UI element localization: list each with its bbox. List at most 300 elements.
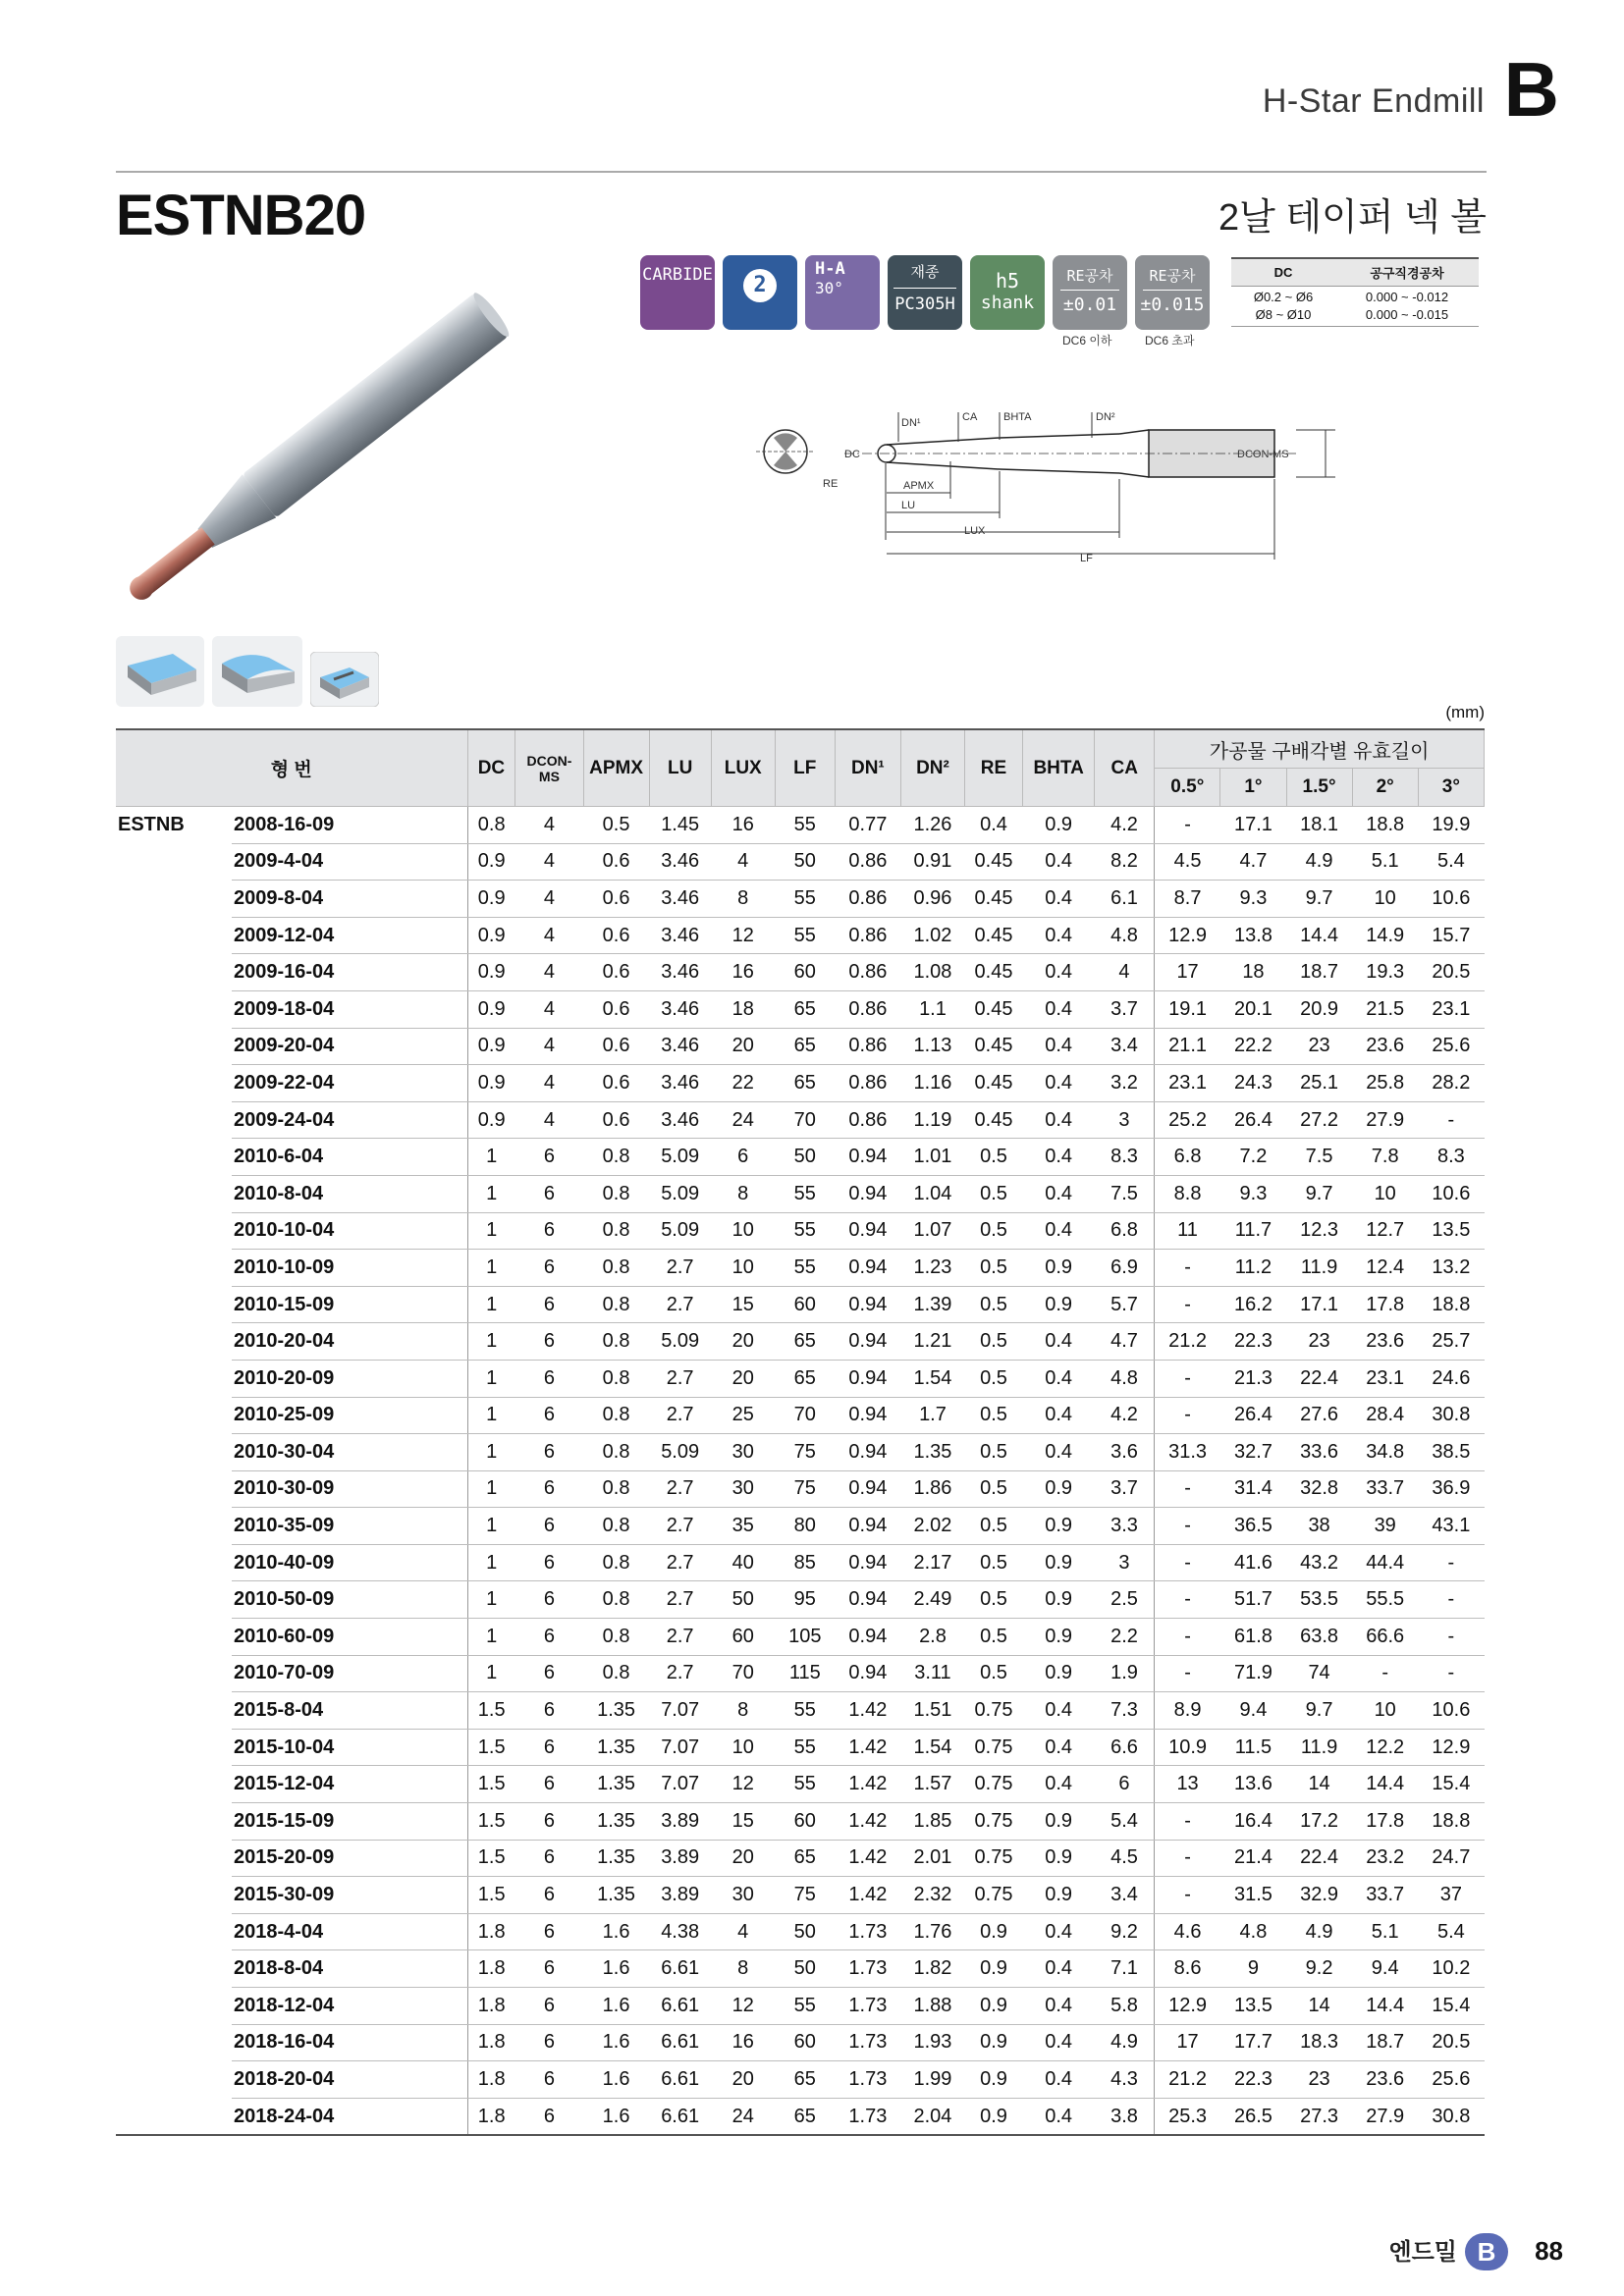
value-cell: 5.4 <box>1418 1913 1484 1950</box>
value-cell: 3 <box>1095 1544 1155 1581</box>
value-cell: 1.08 <box>900 954 964 991</box>
value-cell: 3.46 <box>649 954 711 991</box>
value-cell: 0.5 <box>965 1655 1023 1692</box>
value-cell: 55 <box>775 1175 835 1212</box>
value-cell: 51.7 <box>1220 1581 1286 1619</box>
series-cell <box>116 2061 232 2099</box>
value-cell: 16 <box>711 954 775 991</box>
value-cell: 1.73 <box>835 1988 900 2025</box>
value-cell: 1 <box>467 1175 515 1212</box>
value-cell: 6 <box>515 1508 583 1545</box>
value-cell: 25.7 <box>1418 1323 1484 1361</box>
tol-cell: Ø0.2 ~ Ø6 Ø8 ~ Ø10 <box>1231 287 1335 327</box>
value-cell: 1.54 <box>900 1360 964 1397</box>
value-cell: 0.9 <box>965 1913 1023 1950</box>
value-cell: 1 <box>467 1139 515 1176</box>
value-cell: 2.7 <box>649 1581 711 1619</box>
value-cell: 0.4 <box>1023 1729 1095 1766</box>
header-effective-length: 가공물 구배각별 유효길이 <box>1155 729 1485 769</box>
value-cell: 4 <box>515 990 583 1028</box>
value-cell: 30 <box>711 1434 775 1471</box>
value-cell: 9.4 <box>1220 1692 1286 1730</box>
model-code-cell: 2009-12-04 <box>232 917 467 954</box>
value-cell: 0.8 <box>467 807 515 844</box>
value-cell: 43.2 <box>1286 1544 1352 1581</box>
table-row <box>116 1655 1485 1692</box>
value-cell: 21.5 <box>1352 990 1418 1028</box>
table-row <box>116 2024 1485 2061</box>
value-cell: 0.8 <box>583 1619 649 1656</box>
spec-table-body <box>116 807 1485 2136</box>
value-cell: 11 <box>1155 1212 1220 1250</box>
value-cell: 3.46 <box>649 843 711 881</box>
value-cell: 4 <box>515 917 583 954</box>
value-cell: 0.94 <box>835 1286 900 1323</box>
table-row <box>116 1803 1485 1841</box>
value-cell: 6 <box>515 1581 583 1619</box>
value-cell: 11.5 <box>1220 1729 1286 1766</box>
series-cell <box>116 1470 232 1508</box>
value-cell: 1 <box>467 1286 515 1323</box>
value-cell: 0.86 <box>835 881 900 918</box>
series-cell <box>116 1619 232 1656</box>
table-row <box>116 1139 1485 1176</box>
value-cell: 0.4 <box>1023 1913 1095 1950</box>
value-cell: 12.9 <box>1418 1729 1484 1766</box>
value-cell: 6 <box>515 1840 583 1877</box>
model-code-cell: 2010-50-09 <box>232 1581 467 1619</box>
value-cell: 13.5 <box>1220 1988 1286 2025</box>
value-cell: 1.42 <box>835 1877 900 1914</box>
value-cell: 2.7 <box>649 1397 711 1434</box>
value-cell: 7.5 <box>1286 1139 1352 1176</box>
value-cell: 23.1 <box>1352 1360 1418 1397</box>
value-cell: 9.3 <box>1220 881 1286 918</box>
model-code-cell: 2010-20-04 <box>232 1323 467 1361</box>
spec-table <box>116 728 1485 2136</box>
value-cell: 66.6 <box>1352 1619 1418 1656</box>
value-cell: 65 <box>775 1323 835 1361</box>
value-cell: 0.4 <box>965 807 1023 844</box>
value-cell: 0.4 <box>1023 1950 1095 1988</box>
value-cell: 13 <box>1155 1766 1220 1803</box>
value-cell: 6 <box>515 1913 583 1950</box>
end-view-icon <box>756 430 815 473</box>
value-cell: 23 <box>1286 1028 1352 1065</box>
model-code-cell: 2010-60-09 <box>232 1619 467 1656</box>
value-cell: 1.42 <box>835 1840 900 1877</box>
value-cell: 0.8 <box>583 1286 649 1323</box>
value-cell: - <box>1418 1619 1484 1656</box>
model-code-cell: 2010-15-09 <box>232 1286 467 1323</box>
value-cell: 0.86 <box>835 954 900 991</box>
value-cell: 65 <box>775 1065 835 1102</box>
value-cell: 6 <box>515 1729 583 1766</box>
value-cell: 17.1 <box>1220 807 1286 844</box>
value-cell: 6 <box>515 1397 583 1434</box>
value-cell: 10 <box>711 1212 775 1250</box>
value-cell: 20.5 <box>1418 954 1484 991</box>
table-row <box>116 1286 1485 1323</box>
value-cell: 1.54 <box>900 1729 964 1766</box>
value-cell: 0.94 <box>835 1175 900 1212</box>
value-cell: 1.51 <box>900 1692 964 1730</box>
value-cell: 7.07 <box>649 1729 711 1766</box>
value-cell: 6.1 <box>1095 881 1155 918</box>
value-cell: 0.91 <box>900 843 964 881</box>
value-cell: 1.73 <box>835 1950 900 1988</box>
series-cell <box>116 1028 232 1065</box>
value-cell: 5.09 <box>649 1212 711 1250</box>
unit-label: (mm) <box>1445 703 1485 721</box>
value-cell: 1.42 <box>835 1692 900 1730</box>
value-cell: 16 <box>711 807 775 844</box>
value-cell: 0.9 <box>1023 1286 1095 1323</box>
series-cell <box>116 2024 232 2061</box>
value-cell: 8.3 <box>1418 1139 1484 1176</box>
model-code-cell: 2015-30-09 <box>232 1877 467 1914</box>
value-cell: 50 <box>711 1581 775 1619</box>
series-cell <box>116 1434 232 1471</box>
value-cell: 50 <box>775 1913 835 1950</box>
value-cell: 23.1 <box>1155 1065 1220 1102</box>
value-cell: 10.6 <box>1418 1175 1484 1212</box>
value-cell: 0.4 <box>1023 2024 1095 2061</box>
value-cell: 4.5 <box>1155 843 1220 881</box>
value-cell: 65 <box>775 1840 835 1877</box>
table-row <box>116 1581 1485 1619</box>
value-cell: 20.9 <box>1286 990 1352 1028</box>
value-cell: 21.4 <box>1220 1840 1286 1877</box>
value-cell: 0.8 <box>583 1508 649 1545</box>
value-cell: 2.7 <box>649 1250 711 1287</box>
value-cell: 75 <box>775 1877 835 1914</box>
value-cell: 1.35 <box>583 1803 649 1841</box>
value-cell: 25 <box>711 1397 775 1434</box>
value-cell: 3.46 <box>649 881 711 918</box>
table-row <box>116 1212 1485 1250</box>
value-cell: 33.6 <box>1286 1434 1352 1471</box>
value-cell: 27.2 <box>1286 1101 1352 1139</box>
value-cell: 6.61 <box>649 2098 711 2135</box>
value-cell: 30.8 <box>1418 2098 1484 2135</box>
table-row <box>116 843 1485 881</box>
value-cell: 1 <box>467 1470 515 1508</box>
label-lf: LF <box>1080 553 1093 564</box>
badge-note-dc6-below: DC6 이하 <box>1062 334 1112 347</box>
label-lux: LUX <box>964 525 986 537</box>
table-row <box>116 1950 1485 1988</box>
value-cell: 1.8 <box>467 1950 515 1988</box>
series-cell <box>116 1323 232 1361</box>
value-cell: 14.4 <box>1352 1766 1418 1803</box>
value-cell: 4.9 <box>1286 1913 1352 1950</box>
header-angle-2: 2° <box>1352 769 1418 807</box>
material-flat-icon <box>116 636 204 707</box>
value-cell: 115 <box>775 1655 835 1692</box>
value-cell: 1.6 <box>583 1913 649 1950</box>
value-cell: 15.7 <box>1418 917 1484 954</box>
value-cell: 65 <box>775 990 835 1028</box>
value-cell: 0.86 <box>835 1065 900 1102</box>
value-cell: 4 <box>711 843 775 881</box>
value-cell: 4.8 <box>1220 1913 1286 1950</box>
table-row <box>116 807 1485 844</box>
value-cell: 17 <box>1155 2024 1220 2061</box>
series-cell <box>116 1175 232 1212</box>
label-lu: LU <box>901 500 916 511</box>
value-cell: 70 <box>711 1655 775 1692</box>
value-cell: 44.4 <box>1352 1544 1418 1581</box>
value-cell: 1.39 <box>900 1286 964 1323</box>
value-cell: 8 <box>711 1950 775 1988</box>
value-cell: 1.88 <box>900 1988 964 2025</box>
value-cell: 13.6 <box>1220 1766 1286 1803</box>
value-cell: 1.57 <box>900 1766 964 1803</box>
value-cell: 0.94 <box>835 1581 900 1619</box>
value-cell: 2.7 <box>649 1508 711 1545</box>
value-cell: 27.6 <box>1286 1397 1352 1434</box>
value-cell: 0.94 <box>835 1139 900 1176</box>
value-cell: 0.9 <box>1023 1655 1095 1692</box>
value-cell: 0.86 <box>835 990 900 1028</box>
model-code-cell: 2010-10-09 <box>232 1250 467 1287</box>
value-cell: 0.9 <box>467 881 515 918</box>
value-cell: 0.8 <box>583 1397 649 1434</box>
value-cell: 0.94 <box>835 1250 900 1287</box>
value-cell: 12 <box>711 1766 775 1803</box>
header-ca: CA <box>1095 729 1155 807</box>
series-cell: ESTNB <box>118 814 185 836</box>
value-cell: 2.5 <box>1095 1581 1155 1619</box>
value-cell: 0.4 <box>1023 990 1095 1028</box>
value-cell: 74 <box>1286 1655 1352 1692</box>
value-cell: 1.07 <box>900 1212 964 1250</box>
value-cell: 55 <box>775 917 835 954</box>
value-cell: 1.6 <box>583 1950 649 1988</box>
value-cell: - <box>1155 1840 1220 1877</box>
value-cell: 65 <box>775 2061 835 2099</box>
value-cell: 5.09 <box>649 1139 711 1176</box>
value-cell: 41.6 <box>1220 1544 1286 1581</box>
value-cell: 1 <box>467 1619 515 1656</box>
value-cell: 13.2 <box>1418 1250 1484 1287</box>
badge-note-dc6-above: DC6 초과 <box>1145 334 1195 347</box>
value-cell: 70 <box>775 1397 835 1434</box>
model-code-cell: 2018-4-04 <box>232 1913 467 1950</box>
value-cell: 0.9 <box>467 954 515 991</box>
value-cell: 0.94 <box>835 1323 900 1361</box>
model-code-cell: 2015-10-04 <box>232 1729 467 1766</box>
value-cell: 7.3 <box>1095 1692 1155 1730</box>
value-cell: 1.5 <box>467 1803 515 1841</box>
value-cell: - <box>1155 1250 1220 1287</box>
value-cell: 1.02 <box>900 917 964 954</box>
value-cell: 0.6 <box>583 1065 649 1102</box>
value-cell: - <box>1155 1470 1220 1508</box>
value-cell: 9.7 <box>1286 1692 1352 1730</box>
table-row <box>116 1544 1485 1581</box>
value-cell: 0.4 <box>1023 1766 1095 1803</box>
badge-flutes: 2 <box>723 255 797 330</box>
value-cell: 1.16 <box>900 1065 964 1102</box>
model-code-cell: 2009-24-04 <box>232 1101 467 1139</box>
value-cell: 0.5 <box>965 1581 1023 1619</box>
value-cell: 6 <box>515 1692 583 1730</box>
series-cell <box>116 1877 232 1914</box>
value-cell: 0.5 <box>965 1397 1023 1434</box>
model-code-cell: 2009-20-04 <box>232 1028 467 1065</box>
value-cell: 0.45 <box>965 1101 1023 1139</box>
value-cell: 0.8 <box>583 1212 649 1250</box>
value-cell: 5.7 <box>1095 1286 1155 1323</box>
model-code-cell: 2009-8-04 <box>232 881 467 918</box>
value-cell: 0.4 <box>1023 1988 1095 2025</box>
value-cell: 1.35 <box>900 1434 964 1471</box>
value-cell: 3.4 <box>1095 1028 1155 1065</box>
value-cell: 9.7 <box>1286 1175 1352 1212</box>
value-cell: 20.1 <box>1220 990 1286 1028</box>
value-cell: 17 <box>1155 954 1220 991</box>
value-cell: 0.9 <box>467 1101 515 1139</box>
model-code-cell: 2010-70-09 <box>232 1655 467 1692</box>
value-cell: 0.4 <box>1023 1360 1095 1397</box>
value-cell: 0.5 <box>965 1470 1023 1508</box>
series-cell <box>116 1950 232 1988</box>
model-code-cell: 2015-8-04 <box>232 1692 467 1730</box>
value-cell: 0.75 <box>965 1729 1023 1766</box>
value-cell: 5.09 <box>649 1434 711 1471</box>
value-cell: 6.61 <box>649 2061 711 2099</box>
value-cell: 1 <box>467 1508 515 1545</box>
series-cell <box>116 1397 232 1434</box>
value-cell: 60 <box>775 954 835 991</box>
endmill-image <box>108 285 569 618</box>
value-cell: 6 <box>515 1360 583 1397</box>
value-cell: 1.23 <box>900 1250 964 1287</box>
table-row <box>116 881 1485 918</box>
value-cell: 25.8 <box>1352 1065 1418 1102</box>
value-cell: 5.1 <box>1352 843 1418 881</box>
value-cell: 0.4 <box>1023 1434 1095 1471</box>
value-cell: 1.93 <box>900 2024 964 2061</box>
value-cell: 10 <box>1352 1692 1418 1730</box>
value-cell: 65 <box>775 1360 835 1397</box>
value-cell: 0.86 <box>835 1028 900 1065</box>
value-cell: 0.4 <box>1023 843 1095 881</box>
value-cell: - <box>1418 1101 1484 1139</box>
tool-diameter-tolerance-table <box>1231 257 1479 327</box>
value-cell: 3.2 <box>1095 1065 1155 1102</box>
value-cell: 71.9 <box>1220 1655 1286 1692</box>
value-cell: 0.4 <box>1023 2061 1095 2099</box>
value-cell: 3.46 <box>649 1065 711 1102</box>
value-cell: 23 <box>1286 1323 1352 1361</box>
value-cell: 23.6 <box>1352 2061 1418 2099</box>
value-cell: 21.3 <box>1220 1360 1286 1397</box>
value-cell: 14.9 <box>1352 917 1418 954</box>
series-cell <box>116 954 232 991</box>
value-cell: 0.4 <box>1023 954 1095 991</box>
value-cell: 4 <box>515 1065 583 1102</box>
value-cell: 65 <box>775 1028 835 1065</box>
value-cell: 10 <box>1352 881 1418 918</box>
value-cell: 4 <box>515 1028 583 1065</box>
value-cell: 0.9 <box>1023 1840 1095 1877</box>
value-cell: 22 <box>711 1065 775 1102</box>
value-cell: 27.9 <box>1352 2098 1418 2135</box>
series-cell <box>116 1250 232 1287</box>
value-cell: 12 <box>711 917 775 954</box>
value-cell: 1.8 <box>467 2098 515 2135</box>
header-dn2: DN² <box>900 729 964 807</box>
value-cell: 11.9 <box>1286 1250 1352 1287</box>
value-cell: 15 <box>711 1803 775 1841</box>
value-cell: 15 <box>711 1286 775 1323</box>
model-code-cell: 2010-30-09 <box>232 1470 467 1508</box>
value-cell: 2.49 <box>900 1581 964 1619</box>
label-dn1: DN¹ <box>901 417 921 429</box>
value-cell: 14.4 <box>1352 1988 1418 2025</box>
value-cell: 1.42 <box>835 1766 900 1803</box>
value-cell: 1.01 <box>900 1139 964 1176</box>
label-dn2: DN² <box>1096 411 1115 423</box>
value-cell: 0.6 <box>583 990 649 1028</box>
value-cell: 6 <box>515 1544 583 1581</box>
value-cell: 1.73 <box>835 2098 900 2135</box>
value-cell: 8.8 <box>1155 1175 1220 1212</box>
value-cell: 1.5 <box>467 1692 515 1730</box>
value-cell: 19.1 <box>1155 990 1220 1028</box>
value-cell: 1 <box>467 1360 515 1397</box>
value-cell: 7.5 <box>1095 1175 1155 1212</box>
badge-helix-angle: H-A 30° <box>805 255 880 330</box>
series-cell <box>116 1840 232 1877</box>
value-cell: 63.8 <box>1286 1619 1352 1656</box>
value-cell: 6.61 <box>649 2024 711 2061</box>
value-cell: 8.7 <box>1155 881 1220 918</box>
value-cell: 105 <box>775 1619 835 1656</box>
tol-cell: 0.000 ~ -0.012 0.000 ~ -0.015 <box>1335 287 1479 327</box>
value-cell: 0.45 <box>965 917 1023 954</box>
series-cell <box>116 1065 232 1102</box>
value-cell: - <box>1418 1655 1484 1692</box>
value-cell: 1 <box>467 1397 515 1434</box>
value-cell: 9.3 <box>1220 1175 1286 1212</box>
value-cell: 6.8 <box>1095 1212 1155 1250</box>
value-cell: 4.8 <box>1095 1360 1155 1397</box>
value-cell: 65 <box>775 2098 835 2135</box>
value-cell: 0.45 <box>965 990 1023 1028</box>
model-code-cell: 2018-8-04 <box>232 1950 467 1988</box>
value-cell: 12.2 <box>1352 1729 1418 1766</box>
label-dc: DC <box>844 449 860 460</box>
value-cell: 26.5 <box>1220 2098 1286 2135</box>
series-cell <box>116 990 232 1028</box>
value-cell: 0.5 <box>965 1544 1023 1581</box>
value-cell: 0.9 <box>965 2024 1023 2061</box>
value-cell: 11.9 <box>1286 1729 1352 1766</box>
value-cell: 21.2 <box>1155 2061 1220 2099</box>
value-cell: 2.02 <box>900 1508 964 1545</box>
value-cell: 6.61 <box>649 1988 711 2025</box>
value-cell: 25.3 <box>1155 2098 1220 2135</box>
value-cell: 30 <box>711 1877 775 1914</box>
value-cell: 6 <box>515 2024 583 2061</box>
value-cell: 1 <box>467 1323 515 1361</box>
value-cell: 60 <box>775 1286 835 1323</box>
value-cell: 4 <box>515 881 583 918</box>
